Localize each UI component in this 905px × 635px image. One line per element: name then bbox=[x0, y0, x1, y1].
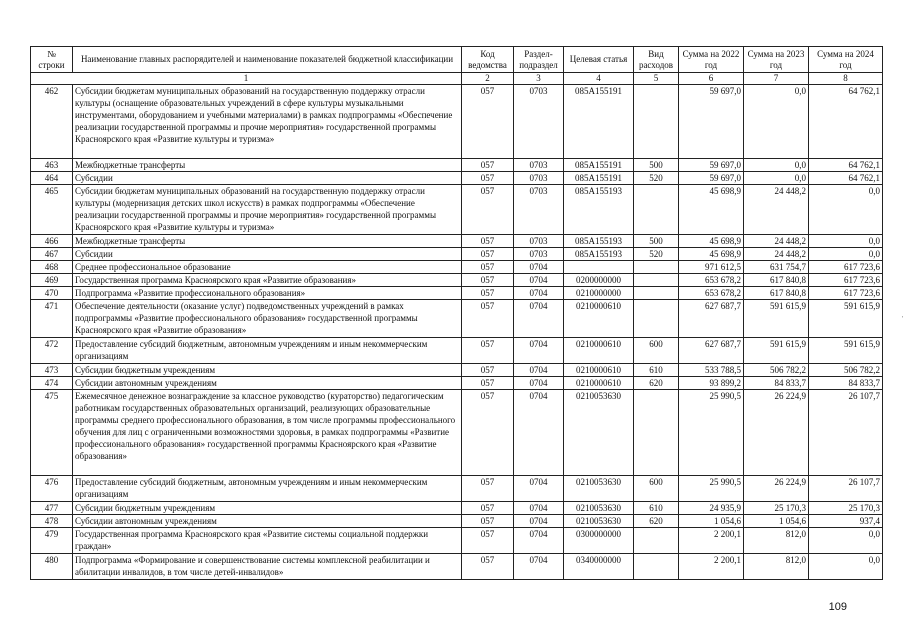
row-sum-2022: 653 678,2 bbox=[679, 274, 744, 287]
table-row bbox=[31, 261, 883, 274]
row-name: Среднее профессиональное образование bbox=[73, 261, 462, 274]
row-name: Подпрограмма «Развитие профессионального образования» bbox=[73, 287, 462, 300]
row-name: Межбюджетные трансферты bbox=[73, 235, 462, 248]
table-header bbox=[31, 47, 883, 73]
row-sum-2023: 24 448,2 bbox=[744, 235, 809, 248]
row-target: 0210000000 bbox=[564, 287, 634, 300]
row-target: 0210053630 bbox=[564, 476, 634, 502]
row-sum-2022: 59 697,0 bbox=[679, 85, 744, 159]
row-sum-2023: 24 448,2 bbox=[744, 185, 809, 235]
row-dept: 057 bbox=[462, 159, 514, 172]
row-sum-2023: 26 224,9 bbox=[744, 390, 809, 476]
row-number: 463 bbox=[31, 159, 73, 172]
row-sum-2024: 0,0 bbox=[809, 248, 883, 261]
row-target: 085A155193 bbox=[564, 235, 634, 248]
colnum: 3 bbox=[514, 73, 564, 85]
row-sum-2022: 59 697,0 bbox=[679, 159, 744, 172]
row-sum-2024: 617 723,6 bbox=[809, 274, 883, 287]
row-section: 0704 bbox=[514, 554, 564, 580]
row-sum-2022: 653 678,2 bbox=[679, 287, 744, 300]
row-sum-2024: 506 782,2 bbox=[809, 364, 883, 377]
row-name: Субсидии bbox=[73, 172, 462, 185]
row-dept: 057 bbox=[462, 364, 514, 377]
colnum: 4 bbox=[564, 73, 634, 85]
row-section: 0704 bbox=[514, 502, 564, 515]
row-dept: 057 bbox=[462, 274, 514, 287]
row-sum-2022: 2 200,1 bbox=[679, 528, 744, 554]
row-expense bbox=[634, 300, 679, 338]
row-dept: 057 bbox=[462, 515, 514, 528]
row-expense bbox=[634, 554, 679, 580]
row-name: Субсидии бюджетным учреждениям bbox=[73, 364, 462, 377]
row-expense: 620 bbox=[634, 515, 679, 528]
row-sum-2023: 617 840,8 bbox=[744, 274, 809, 287]
row-sum-2023: 812,0 bbox=[744, 528, 809, 554]
row-number: 477 bbox=[31, 502, 73, 515]
row-dept: 057 bbox=[462, 390, 514, 476]
row-section: 0704 bbox=[514, 287, 564, 300]
row-target: 0210053630 bbox=[564, 390, 634, 476]
row-dept: 057 bbox=[462, 338, 514, 364]
row-section: 0704 bbox=[514, 261, 564, 274]
row-sum-2024: 0,0 bbox=[809, 235, 883, 248]
table-row bbox=[31, 502, 883, 515]
row-number: 472 bbox=[31, 338, 73, 364]
row-expense: 610 bbox=[634, 502, 679, 515]
table-row bbox=[31, 248, 883, 261]
row-section: 0704 bbox=[514, 515, 564, 528]
row-target: 0210053630 bbox=[564, 502, 634, 515]
header-section: Раздел-подраздел bbox=[514, 47, 564, 73]
row-sum-2022: 93 899,2 bbox=[679, 377, 744, 390]
row-target: 0340000000 bbox=[564, 554, 634, 580]
row-name: Субсидии автономным учреждениям bbox=[73, 377, 462, 390]
row-sum-2022: 25 990,5 bbox=[679, 390, 744, 476]
row-target bbox=[564, 261, 634, 274]
table-body bbox=[31, 73, 883, 580]
table-row bbox=[31, 159, 883, 172]
table-row bbox=[31, 528, 883, 554]
row-section: 0704 bbox=[514, 338, 564, 364]
row-dept: 057 bbox=[462, 261, 514, 274]
budget-table bbox=[30, 46, 883, 580]
row-dept: 057 bbox=[462, 528, 514, 554]
row-section: 0704 bbox=[514, 476, 564, 502]
table-row bbox=[31, 85, 883, 159]
row-sum-2022: 2 200,1 bbox=[679, 554, 744, 580]
row-section: 0703 bbox=[514, 248, 564, 261]
row-expense bbox=[634, 85, 679, 159]
table-row bbox=[31, 172, 883, 185]
row-sum-2022: 45 698,9 bbox=[679, 185, 744, 235]
row-name: Государственная программа Красноярского края «Развитие образования» bbox=[73, 274, 462, 287]
row-sum-2023: 26 224,9 bbox=[744, 476, 809, 502]
row-expense bbox=[634, 528, 679, 554]
row-number: 478 bbox=[31, 515, 73, 528]
colnum: 7 bbox=[744, 73, 809, 85]
row-section: 0704 bbox=[514, 364, 564, 377]
row-sum-2022: 59 697,0 bbox=[679, 172, 744, 185]
row-expense bbox=[634, 274, 679, 287]
row-name: Субсидии бюджетам муниципальных образований на государственную поддержку отрасли культуры (оснащение образовательных учреждений в сфере культуры музыкальными инструментами, оборудованием и учебными материалами) в рамках подпрограммы «Обеспечение реализации государственной программы и прочие мероприятия» государственной программы Красноярского края «Развитие культуры и туризма» bbox=[73, 85, 462, 159]
row-sum-2024: 591 615,9 bbox=[809, 338, 883, 364]
row-expense bbox=[634, 261, 679, 274]
row-sum-2022: 45 698,9 bbox=[679, 235, 744, 248]
row-target: 085A155191 bbox=[564, 85, 634, 159]
colnum: 1 bbox=[31, 73, 462, 85]
row-section: 0703 bbox=[514, 235, 564, 248]
table-row bbox=[31, 287, 883, 300]
row-expense bbox=[634, 390, 679, 476]
row-sum-2023: 25 170,3 bbox=[744, 502, 809, 515]
row-name: Предоставление субсидий бюджетным, автономным учреждениям и иным некоммерческим организациям bbox=[73, 338, 462, 364]
row-number: 479 bbox=[31, 528, 73, 554]
row-target: 0200000000 bbox=[564, 274, 634, 287]
row-section: 0704 bbox=[514, 528, 564, 554]
table-row bbox=[31, 377, 883, 390]
table-row bbox=[31, 274, 883, 287]
row-dept: 057 bbox=[462, 172, 514, 185]
row-expense bbox=[634, 185, 679, 235]
row-sum-2022: 627 687,7 bbox=[679, 338, 744, 364]
row-number: 466 bbox=[31, 235, 73, 248]
row-sum-2024: 591 615,9 bbox=[809, 300, 883, 338]
row-sum-2022: 24 935,9 bbox=[679, 502, 744, 515]
row-expense: 610 bbox=[634, 364, 679, 377]
row-number: 476 bbox=[31, 476, 73, 502]
row-sum-2022: 1 054,6 bbox=[679, 515, 744, 528]
row-sum-2022: 533 788,5 bbox=[679, 364, 744, 377]
row-sum-2024: 64 762,1 bbox=[809, 159, 883, 172]
row-sum-2024: 0,0 bbox=[809, 554, 883, 580]
row-number: 468 bbox=[31, 261, 73, 274]
row-dept: 057 bbox=[462, 248, 514, 261]
row-sum-2024: 64 762,1 bbox=[809, 85, 883, 159]
row-section: 0703 bbox=[514, 85, 564, 159]
row-sum-2023: 591 615,9 bbox=[744, 300, 809, 338]
row-sum-2023: 812,0 bbox=[744, 554, 809, 580]
row-dept: 057 bbox=[462, 377, 514, 390]
header-y2024: Сумма на 2024 год bbox=[809, 47, 883, 73]
row-dept: 057 bbox=[462, 235, 514, 248]
row-number: 475 bbox=[31, 390, 73, 476]
row-dept: 057 bbox=[462, 502, 514, 515]
row-sum-2023: 506 782,2 bbox=[744, 364, 809, 377]
row-section: 0704 bbox=[514, 300, 564, 338]
row-dept: 057 bbox=[462, 554, 514, 580]
row-expense: 500 bbox=[634, 159, 679, 172]
row-target: 0210053630 bbox=[564, 515, 634, 528]
header-expense: Вид расходов bbox=[634, 47, 679, 73]
table-row bbox=[31, 185, 883, 235]
row-expense: 520 bbox=[634, 172, 679, 185]
row-section: 0704 bbox=[514, 390, 564, 476]
row-sum-2023: 0,0 bbox=[744, 85, 809, 159]
row-target: 0210000610 bbox=[564, 338, 634, 364]
row-sum-2023: 0,0 bbox=[744, 172, 809, 185]
row-target: 085A155191 bbox=[564, 172, 634, 185]
row-sum-2023: 591 615,9 bbox=[744, 338, 809, 364]
row-name: Предоставление субсидий бюджетным, автономным учреждениям и иным некоммерческим организациям bbox=[73, 476, 462, 502]
row-dept: 057 bbox=[462, 476, 514, 502]
row-number: 470 bbox=[31, 287, 73, 300]
row-name: Межбюджетные трансферты bbox=[73, 159, 462, 172]
row-sum-2024: 0,0 bbox=[809, 185, 883, 235]
table-row bbox=[31, 235, 883, 248]
colnum: 6 bbox=[679, 73, 744, 85]
row-number: 471 bbox=[31, 300, 73, 338]
row-dept: 057 bbox=[462, 287, 514, 300]
row-dept: 057 bbox=[462, 185, 514, 235]
row-expense bbox=[634, 287, 679, 300]
header-target: Целевая статья bbox=[564, 47, 634, 73]
row-target: 0210000610 bbox=[564, 377, 634, 390]
table-row bbox=[31, 554, 883, 580]
row-number: 480 bbox=[31, 554, 73, 580]
row-target: 0210000610 bbox=[564, 300, 634, 338]
row-name: Подпрограмма «Формирование и совершенствование системы комплексной реабилитации и абилитации инвалидов, в том числе детей-инвалидов» bbox=[73, 554, 462, 580]
header-y2022: Сумма на 2022 год bbox=[679, 47, 744, 73]
row-section: 0703 bbox=[514, 185, 564, 235]
row-number: 462 bbox=[31, 85, 73, 159]
row-sum-2022: 25 990,5 bbox=[679, 476, 744, 502]
row-number: 464 bbox=[31, 172, 73, 185]
row-expense: 620 bbox=[634, 377, 679, 390]
row-name: Обеспечение деятельности (оказание услуг) подведомственных учреждений в рамках подпрограммы «Развитие профессионального образования» государственной программы Красноярского края «Развитие образования» bbox=[73, 300, 462, 338]
colnum: 8 bbox=[809, 73, 883, 85]
colnum: 2 bbox=[462, 73, 514, 85]
table-row bbox=[31, 338, 883, 364]
table-row bbox=[31, 515, 883, 528]
header-name: Наименование главных распорядителей и наименование показателей бюджетной классификации bbox=[73, 47, 462, 73]
row-sum-2023: 0,0 bbox=[744, 159, 809, 172]
row-section: 0703 bbox=[514, 172, 564, 185]
row-sum-2023: 1 054,6 bbox=[744, 515, 809, 528]
row-target: 085A155191 bbox=[564, 159, 634, 172]
row-sum-2024: 617 723,6 bbox=[809, 261, 883, 274]
row-number: 469 bbox=[31, 274, 73, 287]
row-number: 474 bbox=[31, 377, 73, 390]
row-sum-2024: 84 833,7 bbox=[809, 377, 883, 390]
header-y2023: Сумма на 2023 год bbox=[744, 47, 809, 73]
row-sum-2024: 25 170,3 bbox=[809, 502, 883, 515]
row-sum-2023: 631 754,7 bbox=[744, 261, 809, 274]
page-number: 109 bbox=[828, 601, 847, 613]
row-expense: 500 bbox=[634, 235, 679, 248]
row-target: 085A155193 bbox=[564, 248, 634, 261]
row-number: 467 bbox=[31, 248, 73, 261]
row-name: Субсидии автономным учреждениям bbox=[73, 515, 462, 528]
row-dept: 057 bbox=[462, 85, 514, 159]
table-row bbox=[31, 364, 883, 377]
row-sum-2023: 84 833,7 bbox=[744, 377, 809, 390]
row-section: 0704 bbox=[514, 274, 564, 287]
header-dept: Код ведомства bbox=[462, 47, 514, 73]
row-sum-2022: 45 698,9 bbox=[679, 248, 744, 261]
row-sum-2022: 971 612,5 bbox=[679, 261, 744, 274]
row-sum-2022: 627 687,7 bbox=[679, 300, 744, 338]
row-name: Субсидии бюджетам муниципальных образований на государственную поддержку отрасли культуры (модернизация детских школ искусств) в рамках подпрограммы «Обеспечение реализации государственной программы и прочие мероприятия» государственной программы Красноярского края «Развитие культуры и туризма» bbox=[73, 185, 462, 235]
row-expense: 600 bbox=[634, 476, 679, 502]
row-name: Субсидии бюджетным учреждениям bbox=[73, 502, 462, 515]
row-sum-2024: 26 107,7 bbox=[809, 476, 883, 502]
table-row bbox=[31, 476, 883, 502]
table-row bbox=[31, 390, 883, 476]
row-sum-2023: 617 840,8 bbox=[744, 287, 809, 300]
row-sum-2024: 0,0 bbox=[809, 528, 883, 554]
header-row-no: № строки bbox=[31, 47, 73, 73]
row-expense: 520 bbox=[634, 248, 679, 261]
row-dept: 057 bbox=[462, 300, 514, 338]
row-sum-2024: 937,4 bbox=[809, 515, 883, 528]
row-target: 0210000610 bbox=[564, 364, 634, 377]
table-row bbox=[31, 300, 883, 338]
row-name: Государственная программа Красноярского края «Развитие системы социальной поддержки граждан» bbox=[73, 528, 462, 554]
colnum: 5 bbox=[634, 73, 679, 85]
row-number: 473 bbox=[31, 364, 73, 377]
row-expense: 600 bbox=[634, 338, 679, 364]
row-sum-2024: 64 762,1 bbox=[809, 172, 883, 185]
row-sum-2023: 24 448,2 bbox=[744, 248, 809, 261]
row-number: 465 bbox=[31, 185, 73, 235]
row-section: 0703 bbox=[514, 159, 564, 172]
row-section: 0704 bbox=[514, 377, 564, 390]
column-number-row bbox=[31, 73, 883, 85]
row-name: Субсидии bbox=[73, 248, 462, 261]
row-sum-2024: 617 723,6 bbox=[809, 287, 883, 300]
row-target: 0300000000 bbox=[564, 528, 634, 554]
row-target: 085A155193 bbox=[564, 185, 634, 235]
row-sum-2024: 26 107,7 bbox=[809, 390, 883, 476]
row-name: Ежемесячное денежное вознаграждение за классное руководство (кураторство) педагогическим работникам государственных образовательных организаций, реализующих образовательные программы среднего профессионального образования, в том числе программы профессионального обучения для лиц с ограниченными возможностями здоровья, в рамках подпрограммы «Развитие профессионального образования» государственной программы Красноярского края «Развитие образования» bbox=[73, 390, 462, 476]
edge-mark: ' bbox=[901, 315, 903, 323]
